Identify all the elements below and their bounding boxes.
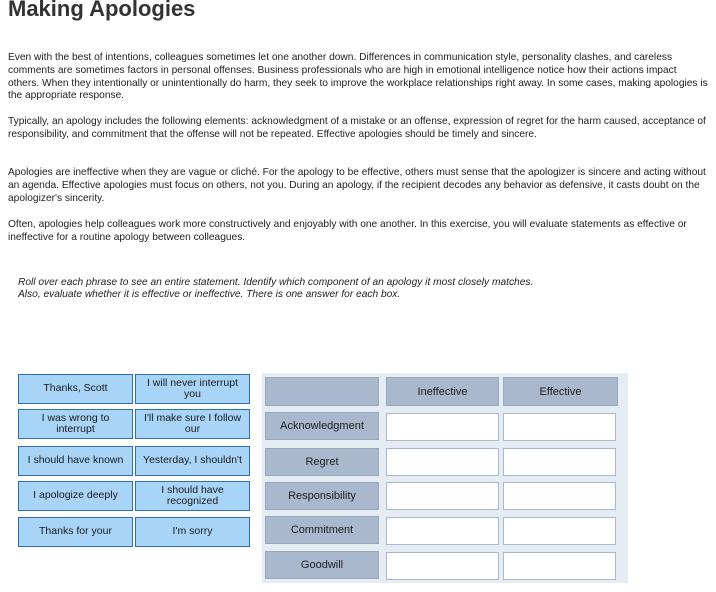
drop-cell-acknowledgment-effective[interactable] bbox=[503, 413, 616, 441]
answer-chip[interactable]: I'll make sure I follow our bbox=[135, 409, 250, 439]
row-label-responsibility: Responsibility bbox=[265, 482, 379, 510]
row-label-goodwill: Goodwill bbox=[265, 551, 379, 579]
drop-cell-goodwill-effective[interactable] bbox=[503, 552, 616, 580]
drop-cell-commitment-effective[interactable] bbox=[503, 517, 616, 545]
intro-paragraph-3: Apologies are ineffective when they are vague or cliché. For the apology to be effective, others must sense that the apologizer is sincere and acting without an agenda. Effective apologies must focus on others, not you. During an apology, if the recipient decodes any behavior as defensive, it casts doubt on the apologizer's sincerity. bbox=[8, 167, 706, 204]
answer-chip[interactable]: I will never interrupt you bbox=[135, 374, 250, 404]
answer-chip[interactable]: I apologize deeply bbox=[18, 481, 133, 511]
answer-chip[interactable]: Yesterday, I shouldn't bbox=[135, 446, 250, 476]
answer-chip[interactable]: Thanks for your bbox=[18, 517, 133, 547]
drop-cell-responsibility-ineffective[interactable] bbox=[386, 482, 499, 510]
answer-chip[interactable]: I was wrong to interrupt bbox=[18, 409, 133, 439]
column-header-ineffective: Ineffective bbox=[386, 377, 499, 406]
answer-chip[interactable]: I should have recognized bbox=[135, 481, 250, 511]
drop-cell-goodwill-ineffective[interactable] bbox=[386, 552, 499, 580]
drop-cell-acknowledgment-ineffective[interactable] bbox=[386, 413, 499, 441]
drop-cell-regret-effective[interactable] bbox=[503, 448, 616, 476]
drop-cell-responsibility-effective[interactable] bbox=[503, 482, 616, 510]
drop-cell-commitment-ineffective[interactable] bbox=[386, 517, 499, 545]
answer-chip[interactable]: I'm sorry bbox=[135, 517, 250, 547]
intro-paragraph-1: Even with the best of intentions, colleagues sometimes let one another down. Differences in communication style, personality clashes, and careless comments are sometimes factors in personal offenses. Business professionals who are high in emotional intelligence notice how their actions impact others. When they intentionally or unintentionally do harm, they seek to improve the workplace relationships right away. In some cases, making apologies is the appropriate response. bbox=[8, 52, 708, 102]
row-label-regret: Regret bbox=[265, 448, 379, 476]
drop-cell-regret-ineffective[interactable] bbox=[386, 448, 499, 476]
answer-chip[interactable]: Thanks, Scott bbox=[18, 374, 133, 404]
intro-paragraph-4: Often, apologies help colleagues work more constructively and enjoyably with one another. In this exercise, you will evaluate statements as effective or ineffective for a routine apology between colleagues. bbox=[8, 219, 687, 243]
row-label-acknowledgment: Acknowledgment bbox=[265, 412, 379, 440]
answer-chip[interactable]: I should have known bbox=[18, 446, 133, 476]
page-title: Making Apologies bbox=[8, 0, 196, 21]
row-label-commitment: Commitment bbox=[265, 516, 379, 544]
grid-header-blank bbox=[265, 377, 379, 406]
intro-paragraph-2: Typically, an apology includes the following elements: acknowledgment of a mistake or an offense, expression of regret for the harm caused, acceptance of responsibility, and commitment that the offense will not be repeated. Effective apologies should be timely and sincere. bbox=[8, 116, 706, 140]
instruction-line-2: Also, evaluate whether it is effective or ineffective. There is one answer for each box. bbox=[18, 289, 401, 300]
instruction-line-1: Roll over each phrase to see an entire statement. Identify which component of an apology it most closely matches. bbox=[18, 277, 534, 288]
column-header-effective: Effective bbox=[503, 377, 618, 406]
